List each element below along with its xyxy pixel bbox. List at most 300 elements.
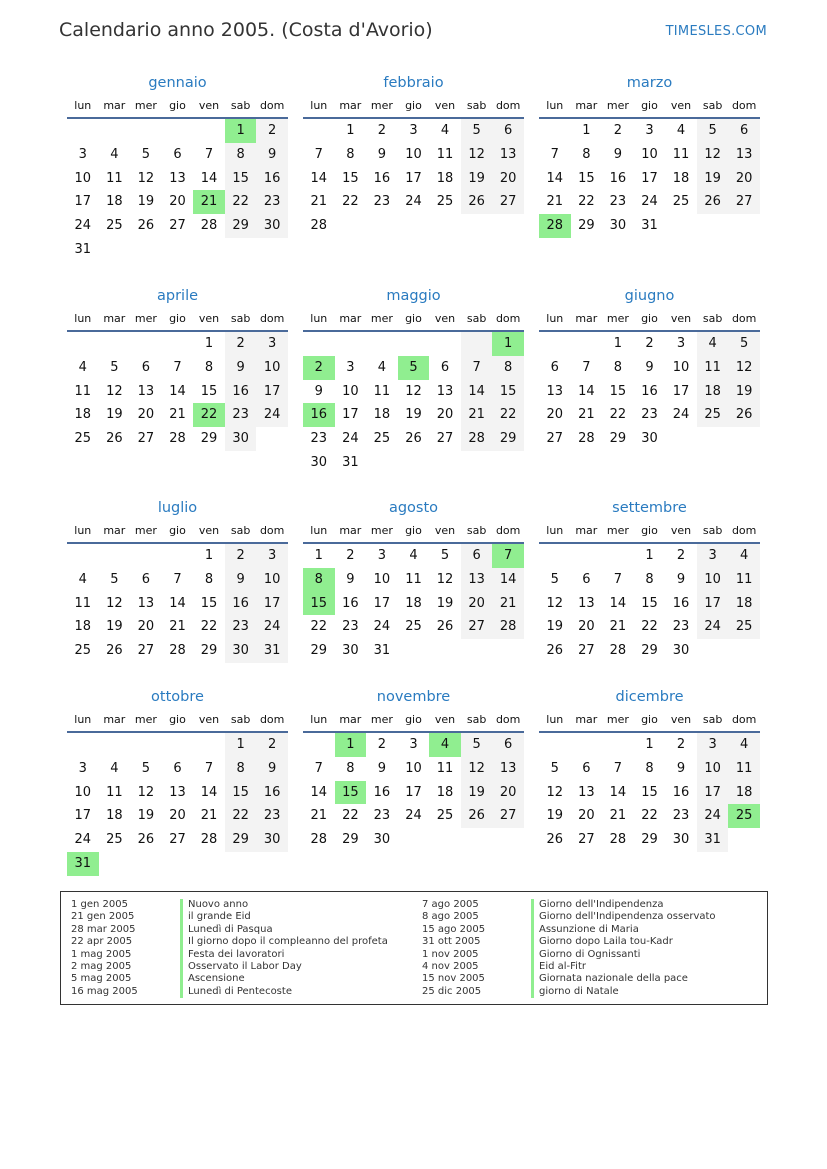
day[interactable]: 9 — [377, 760, 387, 776]
day[interactable]: 12 — [546, 784, 564, 800]
day[interactable]: 6 — [173, 760, 182, 776]
day[interactable]: 29 — [641, 643, 658, 659]
day[interactable]: 7 — [173, 571, 182, 587]
day[interactable]: 4 — [78, 571, 87, 587]
day[interactable]: 24 — [405, 194, 422, 210]
day[interactable]: 11 — [436, 760, 454, 776]
day[interactable]: 15 — [225, 781, 257, 805]
day[interactable]: 4 — [728, 544, 760, 568]
day[interactable]: 2 — [256, 119, 288, 143]
day[interactable]: 28 — [492, 615, 524, 639]
day[interactable]: 17 — [74, 808, 92, 824]
day[interactable]: 28 — [461, 427, 493, 451]
day[interactable]: 25 — [373, 431, 391, 447]
day[interactable]: 11 — [373, 383, 391, 399]
holiday-day[interactable]: 21 — [193, 190, 225, 214]
day[interactable]: 15 — [641, 784, 658, 800]
day[interactable]: 8 — [645, 571, 654, 587]
day[interactable]: 13 — [492, 143, 524, 167]
day[interactable]: 11 — [106, 170, 123, 186]
day[interactable]: 12 — [697, 143, 729, 167]
day[interactable]: 6 — [461, 544, 493, 568]
day[interactable]: 9 — [676, 760, 686, 776]
day[interactable]: 24 — [672, 407, 690, 423]
day[interactable]: 17 — [697, 592, 729, 616]
day[interactable]: 2 — [225, 544, 257, 568]
day[interactable]: 5 — [141, 146, 151, 162]
day[interactable]: 29 — [310, 643, 328, 659]
day[interactable]: 26 — [405, 431, 422, 447]
day[interactable]: 24 — [373, 619, 391, 635]
day[interactable]: 21 — [609, 808, 627, 824]
day[interactable]: 19 — [405, 407, 422, 423]
day[interactable]: 27 — [461, 615, 493, 639]
holiday-day[interactable]: 28 — [539, 214, 571, 238]
day[interactable]: 16 — [641, 383, 658, 399]
day[interactable]: 26 — [436, 619, 454, 635]
day[interactable]: 14 — [310, 170, 328, 186]
day[interactable]: 7 — [314, 146, 323, 162]
day[interactable]: 10 — [74, 784, 92, 800]
day[interactable]: 4 — [110, 146, 119, 162]
day[interactable]: 13 — [137, 383, 155, 399]
day[interactable]: 27 — [436, 431, 454, 447]
day[interactable]: 23 — [225, 403, 257, 427]
day[interactable]: 4 — [409, 548, 418, 563]
day[interactable]: 7 — [550, 146, 559, 162]
day[interactable]: 18 — [373, 407, 391, 423]
day[interactable]: 14 — [609, 595, 627, 611]
day[interactable]: 14 — [609, 784, 627, 800]
day[interactable]: 22 — [641, 808, 658, 824]
day[interactable]: 5 — [461, 733, 493, 757]
holiday-day[interactable]: 1 — [225, 119, 257, 143]
day[interactable]: 10 — [256, 356, 288, 380]
day[interactable]: 5 — [440, 548, 450, 563]
day[interactable]: 23 — [342, 619, 359, 635]
day[interactable]: 3 — [697, 733, 729, 757]
holiday-day[interactable]: 4 — [429, 733, 461, 757]
day[interactable]: 20 — [169, 808, 186, 824]
day[interactable]: 10 — [672, 359, 690, 375]
day[interactable]: 23 — [225, 615, 257, 639]
day[interactable]: 18 — [672, 170, 690, 186]
day[interactable]: 13 — [546, 383, 564, 399]
day[interactable]: 26 — [697, 190, 729, 214]
day[interactable]: 18 — [106, 808, 123, 824]
day[interactable]: 27 — [578, 832, 595, 848]
day[interactable]: 10 — [697, 568, 729, 592]
day[interactable]: 16 — [256, 167, 288, 191]
day[interactable]: 22 — [342, 194, 359, 210]
day[interactable]: 8 — [346, 146, 355, 162]
day[interactable]: 17 — [697, 781, 729, 805]
day[interactable]: 7 — [204, 146, 214, 162]
day[interactable]: 21 — [310, 194, 328, 210]
day[interactable]: 12 — [728, 356, 760, 380]
day[interactable]: 3 — [676, 336, 686, 351]
holiday-day[interactable]: 1 — [335, 733, 367, 757]
day[interactable]: 21 — [461, 403, 493, 427]
day[interactable]: 11 — [697, 356, 729, 380]
day[interactable]: 4 — [110, 760, 119, 776]
day[interactable]: 2 — [346, 548, 355, 563]
day[interactable]: 28 — [609, 832, 627, 848]
day[interactable]: 20 — [436, 407, 454, 423]
day[interactable]: 3 — [78, 146, 87, 162]
day[interactable]: 6 — [550, 359, 559, 375]
day[interactable]: 4 — [440, 123, 450, 138]
day[interactable]: 17 — [672, 383, 690, 399]
day[interactable]: 9 — [256, 757, 288, 781]
day[interactable]: 29 — [225, 214, 257, 238]
day[interactable]: 28 — [578, 431, 595, 447]
day[interactable]: 19 — [106, 619, 123, 635]
day[interactable]: 27 — [492, 190, 524, 214]
day[interactable]: 9 — [225, 568, 257, 592]
day[interactable]: 7 — [582, 359, 591, 375]
day[interactable]: 10 — [405, 760, 422, 776]
day[interactable]: 14 — [169, 595, 186, 611]
day[interactable]: 25 — [106, 832, 123, 848]
day[interactable]: 17 — [405, 784, 422, 800]
day[interactable]: 13 — [492, 757, 524, 781]
day[interactable]: 23 — [256, 190, 288, 214]
day[interactable]: 27 — [137, 431, 155, 447]
day[interactable]: 1 — [225, 733, 257, 757]
day[interactable]: 12 — [106, 383, 123, 399]
day[interactable]: 19 — [546, 619, 564, 635]
day[interactable]: 28 — [310, 832, 328, 848]
day[interactable]: 21 — [310, 808, 328, 824]
day[interactable]: 2 — [377, 123, 387, 138]
day[interactable]: 6 — [440, 359, 450, 375]
day[interactable]: 16 — [672, 784, 690, 800]
day[interactable]: 7 — [613, 571, 623, 587]
day[interactable]: 24 — [342, 431, 359, 447]
day[interactable]: 19 — [106, 407, 123, 423]
day[interactable]: 6 — [173, 146, 182, 162]
day[interactable]: 10 — [373, 571, 391, 587]
day[interactable]: 25 — [697, 403, 729, 427]
day[interactable]: 27 — [137, 643, 155, 659]
day[interactable]: 23 — [373, 194, 391, 210]
day[interactable]: 1 — [645, 548, 654, 563]
day[interactable]: 19 — [697, 167, 729, 191]
day[interactable]: 20 — [546, 407, 564, 423]
day[interactable]: 19 — [461, 781, 493, 805]
day[interactable]: 20 — [578, 808, 595, 824]
day[interactable]: 1 — [204, 548, 214, 563]
day[interactable]: 16 — [373, 170, 391, 186]
day[interactable]: 10 — [342, 383, 359, 399]
day[interactable]: 25 — [74, 431, 92, 447]
day[interactable]: 17 — [405, 170, 422, 186]
day[interactable]: 21 — [492, 592, 524, 616]
day[interactable]: 15 — [609, 383, 627, 399]
day[interactable]: 20 — [137, 619, 155, 635]
day[interactable]: 8 — [225, 143, 257, 167]
day[interactable]: 31 — [256, 639, 288, 663]
day[interactable]: 15 — [200, 383, 218, 399]
day[interactable]: 29 — [492, 427, 524, 451]
day[interactable]: 22 — [225, 804, 257, 828]
day[interactable]: 16 — [373, 784, 391, 800]
day[interactable]: 20 — [492, 781, 524, 805]
day[interactable]: 2 — [377, 737, 387, 752]
day[interactable]: 7 — [173, 359, 182, 375]
day[interactable]: 5 — [550, 571, 559, 587]
day[interactable]: 6 — [582, 760, 591, 776]
day[interactable]: 15 — [578, 170, 595, 186]
day[interactable]: 29 — [200, 643, 218, 659]
day[interactable]: 16 — [225, 380, 257, 404]
day[interactable]: 29 — [578, 218, 595, 234]
day[interactable]: 21 — [200, 808, 218, 824]
day[interactable]: 5 — [141, 760, 151, 776]
day[interactable]: 19 — [137, 808, 155, 824]
day[interactable]: 18 — [728, 781, 760, 805]
day[interactable]: 27 — [492, 804, 524, 828]
day[interactable]: 23 — [609, 194, 627, 210]
day[interactable]: 28 — [200, 218, 218, 234]
day[interactable]: 20 — [169, 194, 186, 210]
day[interactable]: 16 — [672, 595, 690, 611]
day[interactable]: 9 — [346, 571, 355, 587]
day[interactable]: 30 — [609, 218, 627, 234]
day[interactable]: 9 — [225, 356, 257, 380]
day[interactable]: 22 — [225, 190, 257, 214]
day[interactable]: 26 — [137, 218, 155, 234]
holiday-day[interactable]: 25 — [728, 804, 760, 828]
day[interactable]: 18 — [74, 407, 92, 423]
day[interactable]: 29 — [225, 828, 257, 852]
day[interactable]: 1 — [582, 123, 591, 138]
day[interactable]: 21 — [609, 619, 627, 635]
day[interactable]: 16 — [225, 592, 257, 616]
day[interactable]: 13 — [461, 568, 493, 592]
day[interactable]: 21 — [578, 407, 595, 423]
day[interactable]: 24 — [405, 808, 422, 824]
day[interactable]: 8 — [492, 356, 524, 380]
day[interactable]: 8 — [204, 571, 214, 587]
day[interactable]: 2 — [676, 737, 686, 752]
day[interactable]: 11 — [672, 146, 690, 162]
day[interactable]: 5 — [550, 760, 559, 776]
day[interactable]: 13 — [169, 170, 186, 186]
day[interactable]: 3 — [409, 123, 418, 138]
day[interactable]: 12 — [405, 383, 422, 399]
day[interactable]: 24 — [697, 804, 729, 828]
day[interactable]: 25 — [436, 194, 454, 210]
day[interactable]: 8 — [346, 760, 355, 776]
day[interactable]: 24 — [256, 403, 288, 427]
day[interactable]: 4 — [697, 332, 729, 356]
day[interactable]: 19 — [137, 194, 155, 210]
day[interactable]: 28 — [609, 643, 627, 659]
day[interactable]: 31 — [74, 241, 92, 257]
day[interactable]: 24 — [256, 615, 288, 639]
day[interactable]: 3 — [645, 123, 654, 138]
day[interactable]: 15 — [200, 595, 218, 611]
day[interactable]: 30 — [225, 639, 257, 663]
day[interactable]: 10 — [697, 757, 729, 781]
day[interactable]: 15 — [342, 170, 359, 186]
day[interactable]: 7 — [204, 760, 214, 776]
day[interactable]: 1 — [314, 548, 323, 563]
day[interactable]: 27 — [578, 643, 595, 659]
day[interactable]: 9 — [256, 143, 288, 167]
day[interactable]: 7 — [613, 760, 623, 776]
day[interactable]: 12 — [137, 170, 155, 186]
day[interactable]: 12 — [436, 571, 454, 587]
day[interactable]: 14 — [546, 170, 564, 186]
day[interactable]: 5 — [728, 332, 760, 356]
day[interactable]: 22 — [609, 407, 627, 423]
day[interactable]: 8 — [225, 757, 257, 781]
day[interactable]: 30 — [672, 643, 690, 659]
day[interactable]: 18 — [74, 619, 92, 635]
day[interactable]: 10 — [74, 170, 92, 186]
holiday-day[interactable]: 31 — [67, 852, 99, 876]
day[interactable]: 20 — [578, 619, 595, 635]
day[interactable]: 26 — [106, 643, 123, 659]
day[interactable]: 3 — [256, 332, 288, 356]
day[interactable]: 2 — [225, 332, 257, 356]
day[interactable]: 6 — [582, 571, 591, 587]
day[interactable]: 6 — [141, 571, 151, 587]
day[interactable]: 25 — [106, 218, 123, 234]
day[interactable]: 23 — [373, 808, 391, 824]
day[interactable]: 1 — [204, 336, 214, 351]
day[interactable]: 27 — [546, 431, 564, 447]
day[interactable]: 3 — [697, 544, 729, 568]
day[interactable]: 30 — [256, 214, 288, 238]
day[interactable]: 4 — [377, 359, 387, 375]
day[interactable]: 24 — [697, 615, 729, 639]
day[interactable]: 22 — [310, 619, 328, 635]
holiday-day[interactable]: 1 — [492, 332, 524, 356]
day[interactable]: 24 — [641, 194, 658, 210]
day[interactable]: 4 — [728, 733, 760, 757]
day[interactable]: 17 — [373, 595, 391, 611]
day[interactable]: 2 — [645, 336, 654, 351]
day[interactable]: 2 — [256, 733, 288, 757]
day[interactable]: 10 — [641, 146, 658, 162]
day[interactable]: 26 — [546, 832, 564, 848]
day[interactable]: 25 — [672, 194, 690, 210]
day[interactable]: 28 — [169, 431, 186, 447]
day[interactable]: 1 — [645, 737, 654, 752]
day[interactable]: 21 — [169, 407, 186, 423]
holiday-day[interactable]: 8 — [303, 568, 335, 592]
day[interactable]: 13 — [728, 143, 760, 167]
day[interactable]: 12 — [461, 143, 493, 167]
day[interactable]: 7 — [461, 356, 493, 380]
holiday-day[interactable]: 2 — [303, 356, 335, 380]
day[interactable]: 26 — [137, 832, 155, 848]
day[interactable]: 14 — [200, 170, 218, 186]
day[interactable]: 30 — [256, 828, 288, 852]
day[interactable]: 15 — [641, 595, 658, 611]
day[interactable]: 2 — [613, 123, 623, 138]
holiday-day[interactable]: 16 — [303, 403, 335, 427]
day[interactable]: 23 — [310, 431, 328, 447]
day[interactable]: 26 — [461, 804, 493, 828]
day[interactable]: 10 — [405, 146, 422, 162]
day[interactable]: 11 — [106, 784, 123, 800]
day[interactable]: 14 — [492, 568, 524, 592]
day[interactable]: 5 — [110, 571, 119, 587]
day[interactable]: 13 — [578, 595, 595, 611]
day[interactable]: 2 — [676, 548, 686, 563]
day[interactable]: 21 — [169, 619, 186, 635]
day[interactable]: 20 — [137, 407, 155, 423]
day[interactable]: 29 — [200, 431, 218, 447]
day[interactable]: 25 — [436, 808, 454, 824]
day[interactable]: 19 — [728, 380, 760, 404]
day[interactable]: 20 — [461, 592, 493, 616]
day[interactable]: 16 — [342, 595, 359, 611]
holiday-day[interactable]: 5 — [398, 356, 430, 380]
day[interactable]: 11 — [74, 595, 92, 611]
day[interactable]: 30 — [672, 832, 690, 848]
day[interactable]: 14 — [200, 784, 218, 800]
day[interactable]: 9 — [645, 359, 654, 375]
day[interactable]: 21 — [546, 194, 564, 210]
day[interactable]: 13 — [436, 383, 454, 399]
day[interactable]: 12 — [106, 595, 123, 611]
day[interactable]: 3 — [78, 760, 87, 776]
day[interactable]: 18 — [436, 784, 454, 800]
day[interactable]: 18 — [405, 595, 422, 611]
day[interactable]: 9 — [314, 383, 323, 399]
day[interactable]: 28 — [310, 218, 328, 234]
day[interactable]: 9 — [377, 146, 387, 162]
day[interactable]: 22 — [342, 808, 359, 824]
day[interactable]: 5 — [461, 119, 493, 143]
day[interactable]: 22 — [578, 194, 595, 210]
day[interactable]: 3 — [346, 359, 355, 375]
day[interactable]: 6 — [728, 119, 760, 143]
day[interactable]: 29 — [641, 832, 658, 848]
day[interactable]: 14 — [310, 784, 328, 800]
day[interactable]: 14 — [461, 380, 493, 404]
day[interactable]: 30 — [310, 454, 328, 470]
day[interactable]: 14 — [578, 383, 595, 399]
day[interactable]: 26 — [546, 643, 564, 659]
day[interactable]: 6 — [141, 359, 151, 375]
day[interactable]: 11 — [405, 571, 422, 587]
day[interactable]: 22 — [200, 619, 218, 635]
day[interactable]: 24 — [74, 832, 92, 848]
day[interactable]: 12 — [461, 757, 493, 781]
day[interactable]: 18 — [436, 170, 454, 186]
day[interactable]: 9 — [676, 571, 686, 587]
day[interactable]: 20 — [492, 167, 524, 191]
day[interactable]: 31 — [697, 828, 729, 852]
day[interactable]: 5 — [697, 119, 729, 143]
day[interactable]: 26 — [461, 190, 493, 214]
day[interactable]: 30 — [641, 431, 658, 447]
day[interactable]: 12 — [137, 784, 155, 800]
day[interactable]: 24 — [74, 218, 92, 234]
day[interactable]: 25 — [74, 643, 92, 659]
day[interactable]: 13 — [578, 784, 595, 800]
day[interactable]: 22 — [492, 403, 524, 427]
holiday-day[interactable]: 15 — [303, 592, 335, 616]
day[interactable]: 11 — [74, 383, 92, 399]
